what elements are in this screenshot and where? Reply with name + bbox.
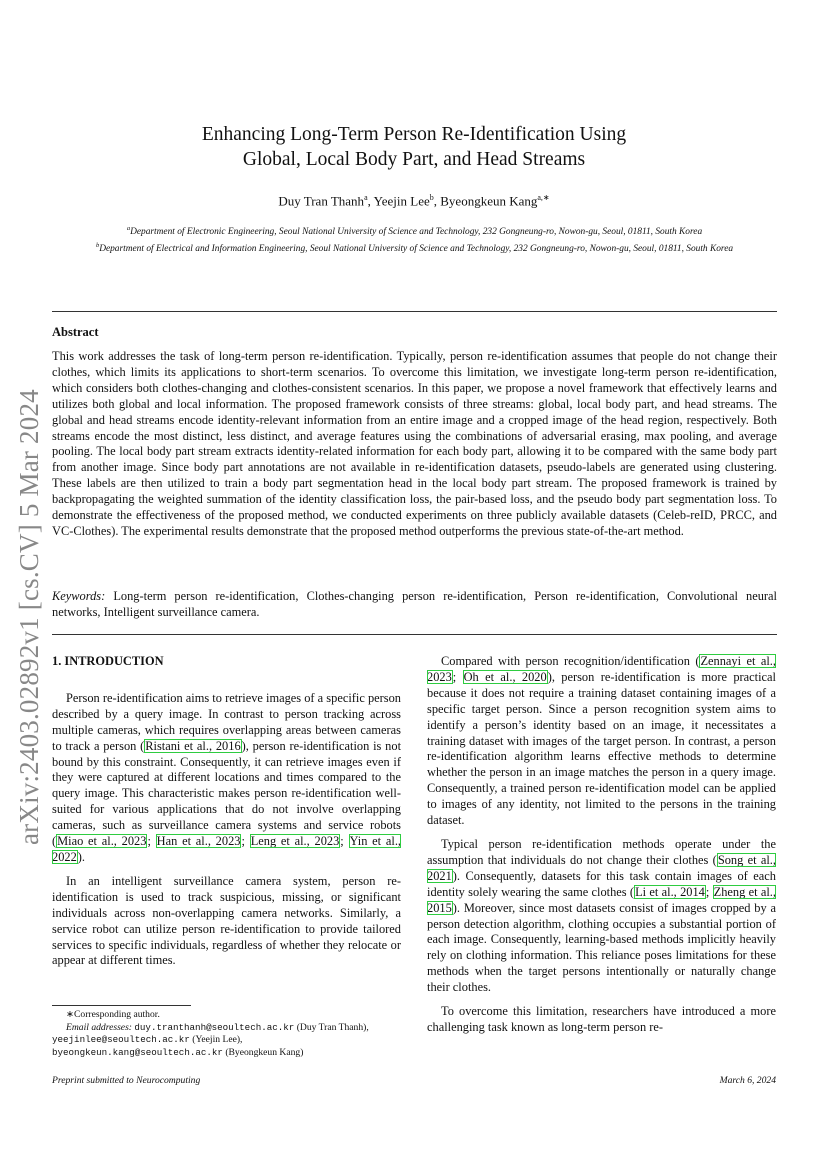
footer-journal: Preprint submitted to Neurocomputing: [52, 1075, 201, 1086]
citation-link[interactable]: Han et al., 2023: [156, 834, 241, 849]
citation-link[interactable]: Li et al., 2014: [635, 884, 705, 899]
email-line: Email addresses: duy.tranthanh@seoultech.ac.kr (Duy Tran Thanh), yeejinlee@seoultech.ac.kr (Yeejin Lee),: [52, 1021, 369, 1046]
paper-title: [120, 122, 708, 172]
citation-link[interactable]: Leng et al., 2023: [250, 834, 340, 849]
email-label: Email addresses:: [66, 1021, 132, 1033]
footnote-divider: [52, 1005, 191, 1006]
email-address[interactable]: yeejinlee@seoultech.ac.kr: [52, 1034, 190, 1046]
author-affil-mark: a: [364, 193, 368, 202]
abstract-divider: [52, 634, 777, 635]
keywords: [52, 589, 777, 621]
citation-link[interactable]: Zennayi et al., 2023: [427, 654, 776, 684]
author-affil-mark: b: [429, 193, 434, 202]
affiliations: [52, 222, 777, 256]
top-divider: [52, 311, 777, 312]
left-column: [52, 654, 401, 977]
footer-date: March 6, 2024: [719, 1075, 776, 1086]
citation-link[interactable]: Ristani et al., 2016: [145, 738, 241, 753]
abstract-heading: Abstract: [52, 325, 99, 339]
footnotes: [52, 1009, 401, 1059]
keywords-label: Keywords:: [52, 589, 106, 603]
author-name: Duy Tran Thanh: [278, 193, 365, 209]
author-affil-mark: a,∗: [537, 193, 550, 202]
corresponding-author-note: ∗Corresponding author.: [66, 1009, 160, 1020]
paragraph-2: In an intelligent surveillance camera system, person re-identification is used to track suspicious, missing, or significant individuals across non-overlapping camera networks. Similarly, a service robot can utilize person re-identification to provide tailored services to specific individuals, regardless of whether they relocate or appear at different times.: [52, 873, 401, 968]
citation-link[interactable]: Zheng et al., 2015: [427, 884, 776, 915]
affiliation-b: $^b$Department of Electrical and Information Engineering, Seoul National University of Science and Technology, 232 Gongneung-ro, Nowon-gu, Seoul, 01811, South Korea: [95, 242, 734, 255]
keywords-text: Long-term person re-identification, Clothes-changing person re-identification, Person re-identification, Convolutional neural networks, Intelligent surveillance camera.: [52, 589, 777, 619]
section-heading: 1. INTRODUCTION: [52, 654, 164, 668]
right-column: [427, 654, 776, 1044]
citation-link[interactable]: Song et al., 2021: [427, 852, 776, 883]
author-list: Duy Tran Thanh$^a$, Yeejin Lee$^b$, Byeongkeun Kang$^{a,∗}$: [278, 193, 550, 209]
author-name: Yeejin Lee: [373, 193, 430, 209]
citation-link[interactable]: Yin et al., 2022: [52, 834, 402, 864]
arxiv-stamp: arXiv:2403.02892v1 [cs.CV] 5 Mar 2024: [14, 389, 44, 845]
citation-link[interactable]: Oh et al., 2020: [463, 669, 547, 684]
abstract-text: This work addresses the task of long-term person re-identification. Typically, person re-identification assumes that people do not change their clothes, which limits its applications to short-term scenarios. To overcome this limitation, we investigate long-term person re-identification, which considers both clothes-changing and clothes-consistent scenarios. In this paper, we propose a novel framework that effectively learns and utilizes both global and local information. The proposed framework consists of three streams: global, local body part, and head streams. The global and head streams encode identity-relevant information from an entire image and a cropped image of the head region, respectively. Both streams encode the most distinct, less distinct, and average features using the combinations of adversarial erasing, max pooling, and average pooling. The local body part stream extracts identity-related information for each body part, allowing it to be compared with the same body part from another image. Since body part annotations are not available in re-identification datasets, pseudo-labels are generated using clustering. These labels are then utilized to train a body part segmentation head in the local body part stream. The proposed framework is trained by backpropagating the weighted summation of the identity classification loss, the pair-based loss, and the pseudo body part segmentation loss. To demonstrate the effectiveness of the proposed method, we conducted experiments on three publicly available datasets (Celeb-reID, PRCC, and VC-Clothes). The experimental results demonstrate that the proposed method outperforms the previous state-of-the-art method.: [52, 349, 777, 538]
email-address[interactable]: duy.tranthanh@seoultech.ac.kr: [134, 1021, 295, 1033]
author-name: Byeongkeun Kang: [440, 193, 538, 209]
title-line-2: Global, Local Body Part, and Head Streams: [242, 149, 586, 170]
paragraph-3: Compared with person recognition/identification (Zennayi et al., 2023; Oh et al., 2020), person re-identification is more practical because it does not require a training dataset containing images of a specific target person. Since a person recognition system aims to identify a person’s identity based on an image, it necessitates a training dataset with images of the target person. In contrast, a person re-identification algorithm learns effective methods to determine whether the person in an image matches the person in a query image. Consequently, a trained person re-identification model can be applied to images of any identity, not limited to the persons in the training dataset.: [427, 654, 776, 828]
paragraph-4: Typical person re-identification methods operate under the assumption that individuals do not change their clothes (Song et al., 2021). Consequently, datasets for this task contain images of each identity solely wearing the same clothes (Li et al., 2014; Zheng et al., 2015). Moreover, since most datasets consist of images cropped by a person detection algorithm, clothing occupies a substantial portion of each image. Consequently, learning-based methods implicitly heavily rely on clothing information. This reliance poses limitations for these methods when the target persons intentionally or naturally change their clothes.: [427, 836, 776, 995]
paragraph-5: To overcome this limitation, researchers have introduced a more challenging task known as long-term person re-: [427, 1004, 776, 1034]
affiliation-a: $^a$Department of Electronic Engineering, Seoul National University of Science and Technology, 232 Gongneung-ro, Nowon-gu, Seoul, 01811, South Korea: [126, 225, 703, 238]
paragraph-1: Person re-identification aims to retrieve images of a specific person described by a query image. In contrast to person tracking across multiple cameras, which requires overlapping areas between cameras to track a person (Ristani et al., 2016), person re-identification is not bound by this constraint. Consequently, it can retrieve images even if they were captured at different locations and times compared to the query image. This characteristic makes person re-identification well-suited for various applications that do not involve overlapping cameras, such as surveillance camera systems and service robots (Miao et al., 2023; Han et al., 2023; Leng et al., 2023; Yin et al., 2022).: [52, 690, 402, 864]
email-address[interactable]: byeongkeun.kang@seoultech.ac.kr: [52, 1046, 223, 1058]
citation-link[interactable]: Miao et al., 2023: [57, 834, 147, 849]
email-line: byeongkeun.kang@seoultech.ac.kr (Byeongkeun Kang): [52, 1046, 304, 1058]
title-line-1: Enhancing Long-Term Person Re-Identification Using: [201, 124, 627, 145]
